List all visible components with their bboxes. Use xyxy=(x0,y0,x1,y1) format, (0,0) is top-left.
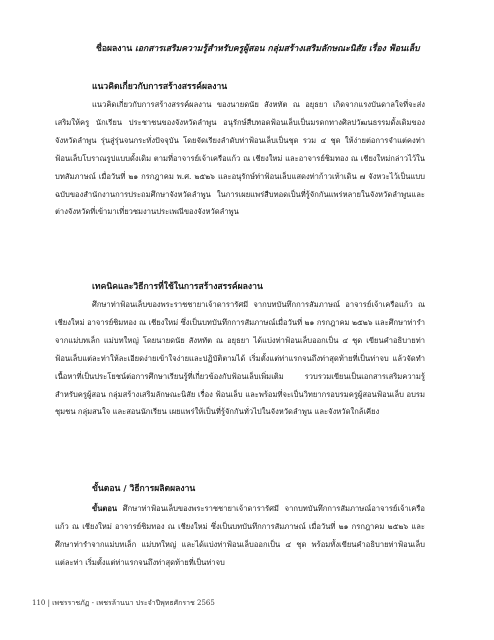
section-body-technique: ศึกษาท่าฟ้อนเล็บของพระราชชายาเจ้าดารารัศมี จากบทบันทึกการสัมภาษณ์ อาจารย์เจ้าเครือแก้ว ณ เชียงใหม่ อาจารย์ชิมทอง ณ เชียงใหม่ ซึ่งเป็นบทบันทึกการสัมภาษณ์เมื่อวันที่ ๒๑ กรกฎาคม ๒๕๒๖ และศึกษาท่ารำจากแม่บทเล็ก แม่บทใหญ่ โดยนายดนัย สังหทัต ณ อยุธยา ได้แบ่งท่าฟ้อนเล็บออกเป็น ๔ ชุด เขียนคำอธิบายท่าฟ้อนเล็บแต่ละท่าให้ละเอียดง่ายเข้าใจง่ายและปฏิบัติตามได้ เริ่มตั้งแต่ท่าแรกจนถึงท่าสุดท้ายที่เป็นท่าจบ แล้วจัดทำเนื้อหาที่เป็นประโยชน์ต่อการศึกษาเรียนรู้ที่เกี่ยวข้องกับฟ้อนเล็บเพิ่มเติม รวบรวมเขียนเป็นเอกสารเสริมความรู้สำหรับครูผู้สอน กลุ่มสร้างเสริมลักษณะนิสัย เรื่อง ฟ้อนเล็บ และพร้อมที่จะเป็นวิทยากรอบรมครูผู้สอนฟ้อนเล็บ อบรมชุมชน กลุ่มสนใจ และสอนนักเรียน เผยแพร่ให้เป็นที่รู้จักกันทั่วไปในจังหวัดลำพูน และจังหวัดใกล้เคียง xyxy=(55,300,425,417)
section-heading-steps: ขั้นตอน / วิธีการผลิตผลงาน xyxy=(92,484,196,494)
section-body-concept: แนวคิดเกี่ยวกับการสร้างสรรค์ผลงาน ของนายดนัย สังหทัต ณ อยุธยา เกิดจากแรงบันดาลใจที่จะส่งเสริมให้ครู นักเรียน ประชาชนของจังหวัดลำพูน อนุรักษ์สืบทอดฟ้อนเล็บเป็นมรดกทางศิลปวัฒนธรรมดั้งเดิมของจังหวัดลำพูน รุ่นสู่รุ่นจนกระทั่งปัจจุบัน โดยจัดเรียงลำดับท่าฟ้อนเล็บเป็นชุด รวม ๔ ชุด ให้ง่ายต่อการจำแต่คงท่าฟ้อนเล็บโบราณรูปแบบดั้งเดิม ตามที่อาจารย์เจ้าเครือแก้ว ณ เชียงใหม่ และอาจารย์ชิมทอง ณ เชียงใหม่กล่าวไว้ในบทสัมภาษณ์ เมื่อวันที่ ๒๑ กรกฎาคม พ.ศ. ๒๕๒๖ และอนุรักษ์ท่าฟ้อนเล็บแสดงท่าก้าวเท้าเดิน ๗ จังหวะไว้เป็นแบบฉบับของสำนักงานการประถมศึกษาจังหวัดลำพูน ในการเผยแพร่สืบทอดเป็นที่รู้จักกันแพร่หลายในจังหวัดลำพูนและต่างจังหวัดที่เข้ามาเที่ยวชมงานประเพณีของจังหวัดลำพูน xyxy=(55,100,425,217)
page-footer: 110 | เพชรราชภัฏ - เพชรล้านนา ประจำปีพุทธศักราช 2565 xyxy=(32,599,215,607)
work-title-prefix: ชื่อผลงาน xyxy=(96,44,133,54)
section-heading-concept: แนวคิดเกี่ยวกับการสร้างสรรค์ผลงาน xyxy=(92,82,228,92)
steps-lead: ขั้นตอน xyxy=(92,504,118,513)
section-body-steps: ขั้นตอน ศึกษาท่าฟ้อนเล็บของพระราชชายาเจ้าดารารัศมี จากบทบันทึกการสัมภาษณ์อาจารย์เจ้าเครือแก้ว ณ เชียงใหม่ อาจารย์ชิมทอง ณ เชียงใหม่ ซึ่งเป็นบทบันทึกการสัมภาษณ์ เมื่อวันที่ ๒๑ กรกฎาคม ๒๕๒๖ และศึกษาท่ารำจากแม่บทเล็ก แม่บทใหญ่ และได้แบ่งท่าฟ้อนเล็บออกเป็น ๔ ชุด พร้อมทั้งเขียนคำอธิบายท่าฟ้อนเล็บแต่ละท่า เริ่มตั้งแต่ท่าแรกจนถึงท่าสุดท้ายที่เป็นท่าจบ xyxy=(55,504,425,567)
work-title xyxy=(96,43,456,55)
work-title-name: เอกสารเสริมความรู้สำหรับครูผู้สอน กลุ่มสร้างเสริมลักษณะนิสัย เรื่อง ฟ้อนเล็บ xyxy=(134,44,420,54)
section-heading-technique: เทคนิคและวิธีการที่ใช้ในการสร้างสรรค์ผลงาน xyxy=(92,282,263,292)
